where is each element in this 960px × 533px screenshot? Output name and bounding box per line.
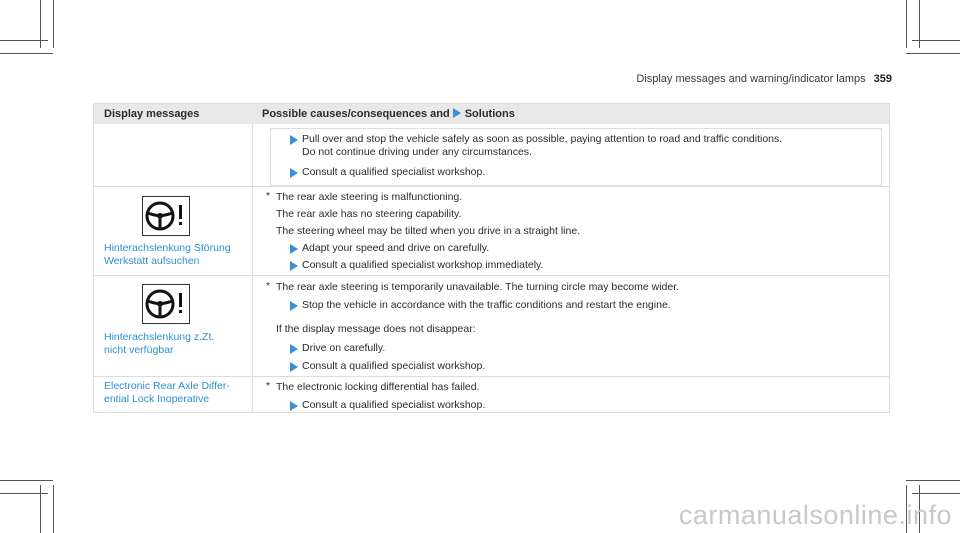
crop-mark <box>912 493 960 494</box>
cause-text: The steering wheel may be tilted when you drive in a straight line. <box>276 225 581 237</box>
play-arrow-icon <box>290 401 298 411</box>
cause-text: The rear axle has no steering capability. <box>276 208 462 220</box>
display-message: Electronic Rear Axle Differ- <box>104 380 230 392</box>
footnote-star: * <box>266 280 271 292</box>
row-divider <box>94 275 889 276</box>
solution-text: Do not continue driving under any circumstances. <box>302 146 532 158</box>
section-title: Display messages and warning/indicator lamps <box>636 73 866 85</box>
crop-mark <box>53 0 54 48</box>
display-message: Werkstatt aufsuchen <box>104 255 200 267</box>
watermark: carmanualsonline.info <box>678 500 952 530</box>
play-arrow-icon <box>453 108 461 118</box>
steering-wheel-warning-icon <box>142 196 190 236</box>
footnote-star: * <box>266 190 271 202</box>
solution-text: Consult a qualified specialist workshop. <box>302 360 486 372</box>
display-message: ential Lock Inoperative <box>104 393 210 405</box>
play-arrow-icon <box>290 168 298 178</box>
cause-text: The rear axle steering is malfunctioning. <box>276 191 463 203</box>
play-arrow-icon <box>290 135 298 145</box>
table-header <box>94 104 889 124</box>
steering-wheel-warning-icon <box>142 284 190 324</box>
crop-mark <box>0 493 48 494</box>
play-arrow-icon <box>290 344 298 354</box>
cause-text: The electronic locking differential has failed. <box>276 381 480 393</box>
running-header <box>636 73 892 85</box>
row-divider <box>94 376 889 377</box>
solution-text: Drive on carefully. <box>302 342 386 354</box>
display-message: Hinterachslenkung Störung <box>104 242 231 254</box>
column-header-causes <box>262 108 515 120</box>
solution-text: Consult a qualified specialist workshop immediately. <box>302 259 544 271</box>
play-arrow-icon <box>290 244 298 254</box>
column-header-display-messages: Display messages <box>104 108 200 120</box>
play-arrow-icon <box>290 362 298 372</box>
crop-mark <box>0 53 53 54</box>
page-number: 359 <box>873 73 892 85</box>
crop-mark <box>906 53 960 54</box>
crop-mark <box>53 485 54 533</box>
row-divider <box>94 186 889 187</box>
display-message: nicht verfügbar <box>104 344 174 356</box>
header-prefix: Possible causes/consequences and <box>262 108 450 120</box>
crop-mark <box>906 0 907 48</box>
solution-text: Consult a qualified specialist workshop. <box>302 399 486 411</box>
footnote-star: * <box>266 380 271 392</box>
header-suffix: Solutions <box>464 108 515 120</box>
solution-text: Stop the vehicle in accordance with the traffic conditions and restart the engine. <box>302 299 671 311</box>
play-arrow-icon <box>290 261 298 271</box>
solution-text: Adapt your speed and drive on carefully. <box>302 242 490 254</box>
solution-text: Consult a qualified specialist workshop. <box>302 166 486 178</box>
crop-mark <box>906 480 960 481</box>
crop-mark <box>0 480 53 481</box>
column-divider <box>252 124 253 412</box>
cause-text: If the display message does not disappear: <box>276 323 476 335</box>
crop-mark <box>0 40 48 41</box>
solution-text: Pull over and stop the vehicle safely as soon as possible, paying attention to road and traffic conditions. <box>302 133 783 145</box>
play-arrow-icon <box>290 301 298 311</box>
display-messages-table <box>93 103 890 413</box>
cause-text: The rear axle steering is temporarily unavailable. The turning circle may become wider. <box>276 281 680 293</box>
display-message: Hinterachslenkung z.Zt. <box>104 331 215 343</box>
crop-mark <box>912 40 960 41</box>
